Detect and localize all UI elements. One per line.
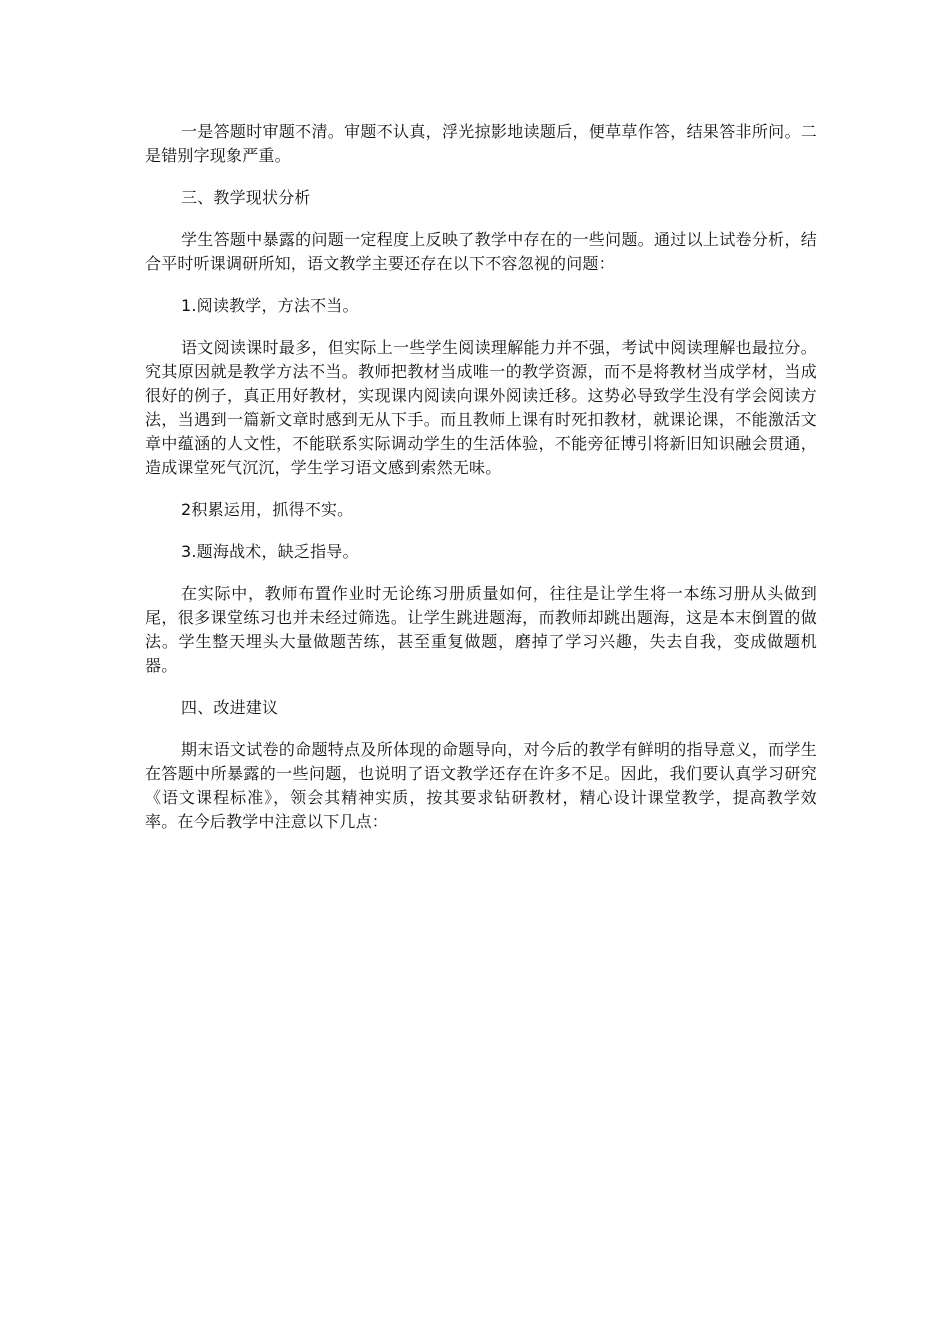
section-heading-teaching-analysis: 三、教学现状分析 <box>181 188 311 207</box>
paragraph-reading-teaching: 语文阅读课时最多，但实际上一些学生阅读理解能力并不强，考试中阅读理解也最拉分。究其原因就是教学方法不当。教师把教材当成唯一的教学资源，而不是将教材当成学材，当成很好的例子，真正用好教材，实现课内阅读向课外阅读迁移。这势必导致学生没有学会阅读方法，当遇到一篇新文章时感到无从下手。而且教师上课有时死扣教材，就课论课，不能激活文章中蕴涵的人文性，不能联系实际调动学生的生活体验，不能旁征博引将新旧知识融会贯通，造成课堂死气沉沉，学生学习语文感到索然无味。 <box>145 338 817 477</box>
paragraph-exam-problems: 一是答题时审题不清。审题不认真，浮光掠影地读题后，便草草作答，结果答非所问。二是错别字现象严重。 <box>145 122 817 165</box>
subheading-accumulation: 2积累运用，抓得不实。 <box>181 500 354 519</box>
subheading-reading-teaching: 1.阅读教学，方法不当。 <box>181 296 359 315</box>
paragraph-suggestions: 期末语文试卷的命题特点及所体现的命题导向，对今后的教学有鲜明的指导意义，而学生在答题中所暴露的一些问题，也说明了语文教学还存在许多不足。因此，我们要认真学习研究《语文课程标准》，领会其精神实质，按其要求钻研教材，精心设计课堂教学，提高教学效率。在今后教学中注意以下几点： <box>145 740 817 831</box>
section-heading-suggestions: 四、改进建议 <box>181 698 279 717</box>
document-body <box>145 120 817 852</box>
subheading-drill-tactics: 3.题海战术，缺乏指导。 <box>181 542 359 561</box>
paragraph-drill-tactics: 在实际中，教师布置作业时无论练习册质量如何，往往是让学生将一本练习册从头做到尾，很多课堂练习也并未经过筛选。让学生跳进题海，而教师却跳出题海，这是本末倒置的做法。学生整天埋头大量做题苦练，甚至重复做题，磨掉了学习兴趣，失去自我，变成做题机器。 <box>145 584 817 675</box>
paragraph-teaching-intro: 学生答题中暴露的问题一定程度上反映了教学中存在的一些问题。通过以上试卷分析，结合平时听课调研所知，语文教学主要还存在以下不容忽视的问题： <box>145 230 817 273</box>
